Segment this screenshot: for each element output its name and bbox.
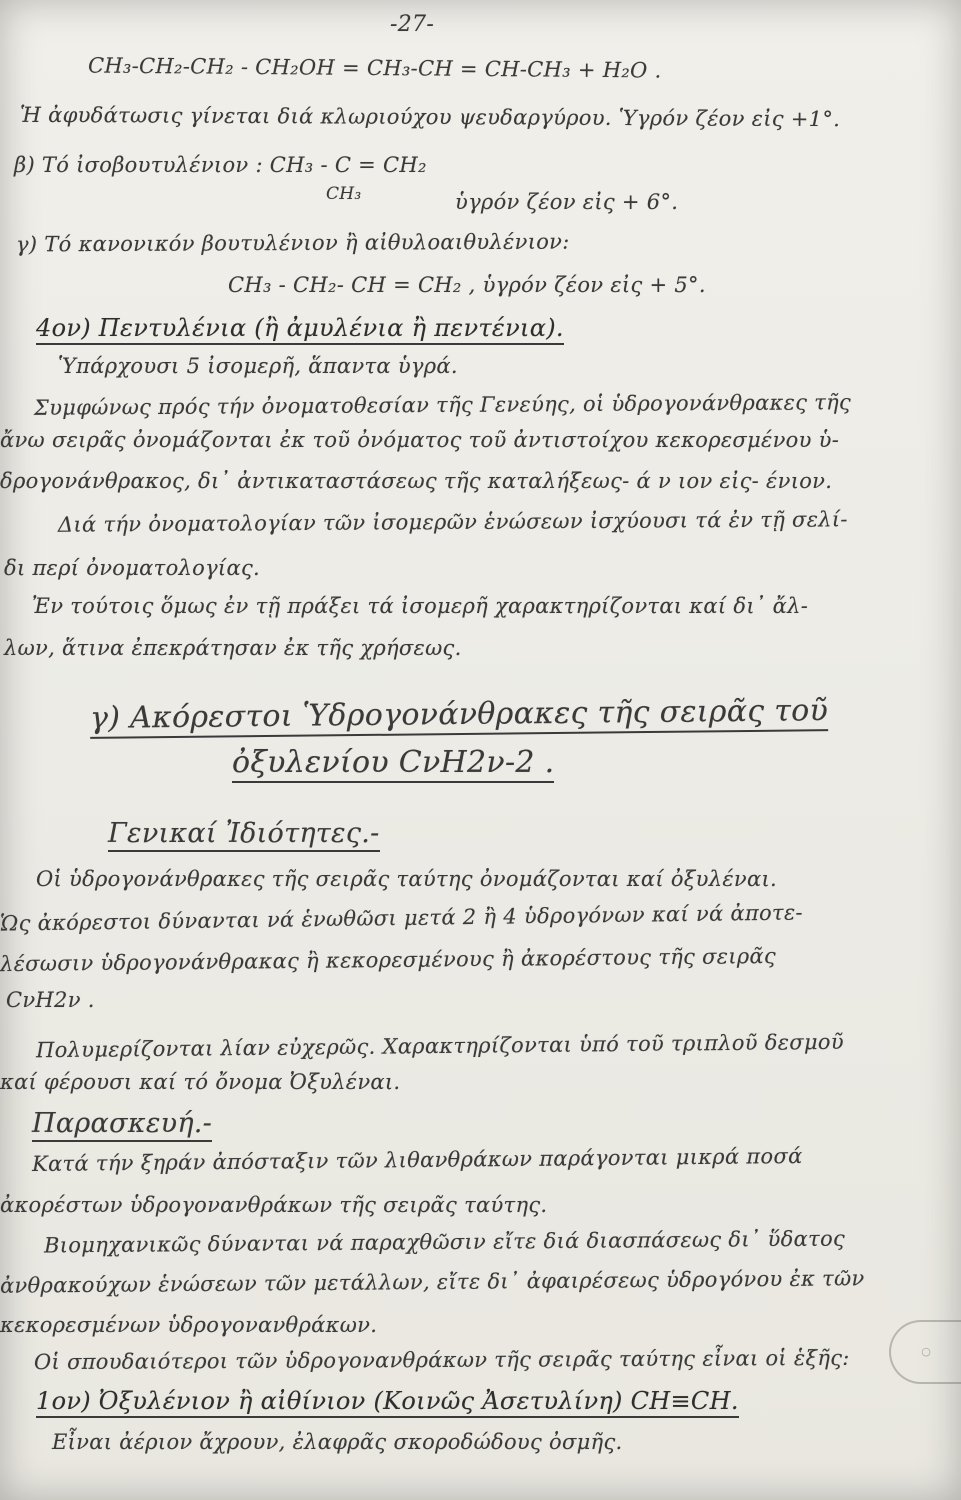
section-heading-4-text: 4ον) Πεντυλένια (ἢ ἀμυλένια ἢ πεντένια).	[36, 314, 564, 345]
subsection-heading-preparation-text: Παρασκευή.-	[32, 1108, 212, 1142]
text-line: δρογονάνθρακος, δι᾽ ἀντικαταστάσεως τῆς καταλήξεως- ά ν ιον εἰς- ένιον.	[0, 469, 833, 493]
page-number: -27-	[390, 12, 435, 37]
text-line: ἀκορέστων ὑδρογονανθράκων τῆς σειρᾶς ταύτης.	[0, 1193, 548, 1217]
text-line: ἄνω σειρᾶς ὀνομάζονται ἐκ τοῦ ὀνόματος τοῦ ἀντιστοίχου κεκορεσμένου ὑ-	[0, 428, 840, 452]
chapter-heading-text: γ) Ακόρεστοι Ὑδρογονάνθρακες τῆς σειρᾶς τοῦ	[90, 693, 828, 739]
formula-line: CH₃ - CH₂- CH = CH₂ , ὑγρόν ζέον εἰς + 5°.	[228, 273, 706, 297]
library-stamp: ○	[889, 1320, 961, 1384]
item-heading-1-text: 1ον) Ὀξυλένιον ἢ αἰθίνιον (Κοινῶς Ἀσετυλίνη) CH≡CH.	[36, 1387, 739, 1418]
text-line: Εἶναι ἀέριον ἄχρουν, ἐλαφρᾶς σκοροδώδους ὀσμῆς.	[52, 1430, 623, 1454]
text-line: Οἱ σπουδαιότεροι τῶν ὑδρογονανθράκων τῆς σειρᾶς ταύτης εἶναι οἱ ἑξῆς:	[33, 1345, 850, 1375]
formula-subscript: CH₃	[326, 184, 362, 204]
text-line: β) Τό ἰσοβουτυλένιον : CH₃ - C = CH₂	[14, 153, 427, 177]
text-line: Ὡς ἀκόρεστοι δύνανται νά ἑνωθῶσι μετά 2 ἢ 4 ὑδρογόνων καί νά ἀποτε-	[0, 900, 804, 936]
text-line: Ὑπάρχουσι 5 ἰσομερῆ, ἅπαντα ὑγρά.	[58, 354, 458, 378]
text-line: Πολυμερίζονται λίαν εὐχερῶς. Χαρακτηρίζονται ὑπό τοῦ τριπλοῦ δεσμοῦ	[35, 1029, 845, 1063]
subsection-heading-preparation	[32, 1110, 212, 1137]
text-line: καί φέρουσι καί τό ὄνομα Ὀξυλέναι.	[0, 1070, 401, 1094]
text-line: Ἐν τούτοις ὅμως ἐν τῇ πράξει τά ἰσομερῆ χαρακτηρίζονται καί δι᾽ ἄλ-	[32, 594, 809, 618]
text-line: Συμφώνως πρός τήν ὀνοματοθεσίαν τῆς Γενεύης, οἱ ὑδρογονάνθρακες τῆς	[33, 390, 852, 420]
text-line: ὑγρόν ζέον εἰς + 6°.	[455, 190, 679, 214]
formula-line: CH₃-CH₂-CH₂ - CH₂OH = CH₃-CH = CH-CH₃ + H₂O .	[87, 53, 662, 83]
text-line: Βιομηχανικῶς δύνανται νά παραχθῶσιν εἴτε διά διασπάσεως δι᾽ ὕδατος	[43, 1226, 846, 1258]
chapter-heading	[89, 693, 829, 736]
text-line: Ἡ ἀφυδάτωσις γίνεται διά κλωριούχου ψευδαργύρου. Ὑγρόν ζέον εἰς +1°.	[19, 102, 841, 132]
text-line: δι περί ὀνοματολογίας.	[4, 556, 260, 580]
section-heading-4	[36, 316, 564, 340]
text-line: λέσωσιν ὑδρογονάνθρακας ἢ κεκορεσμένους ἢ ἀκορέστους τῆς σειρᾶς	[0, 943, 777, 977]
text-line: Διά τήν ὀνοματολογίαν τῶν ἰσομερῶν ἑνώσεων ἰσχύουσι τά ἐν τῇ σελί-	[57, 507, 848, 537]
text-line: Οἱ ὑδρογονάνθρακες τῆς σειρᾶς ταύτης ὀνομάζονται καί ὀξυλέναι.	[36, 867, 777, 891]
item-heading-1	[36, 1389, 739, 1413]
text-line: κεκορεσμένων ὑδρογονανθράκων.	[0, 1313, 378, 1337]
text-line: γ) Τό κανονικόν βουτυλένιον ἢ αἰθυλοαιθυλένιον:	[15, 229, 570, 257]
formula-line: CνH2ν .	[6, 988, 95, 1012]
text-line: λων, ἅτινα ἐπεκράτησαν ἐκ τῆς χρήσεως.	[4, 636, 462, 660]
chapter-heading-continued-text: ὀξυλενίου CνH2ν-2 .	[232, 745, 554, 783]
text-line: Κατά τήν ξηράν ἀπόσταξιν τῶν λιθανθράκων παράγονται μικρά ποσά	[31, 1143, 803, 1177]
subsection-heading-properties-text: Γενικαί Ἰδιότητες.-	[108, 818, 380, 852]
chapter-heading-continued	[232, 745, 555, 780]
subsection-heading-properties	[108, 820, 380, 847]
text-line: ἀνθρακούχων ἑνώσεων τῶν μετάλλων, εἴτε δι᾽ ἀφαιρέσεως ὑδρογόνου ἐκ τῶν	[0, 1266, 865, 1298]
